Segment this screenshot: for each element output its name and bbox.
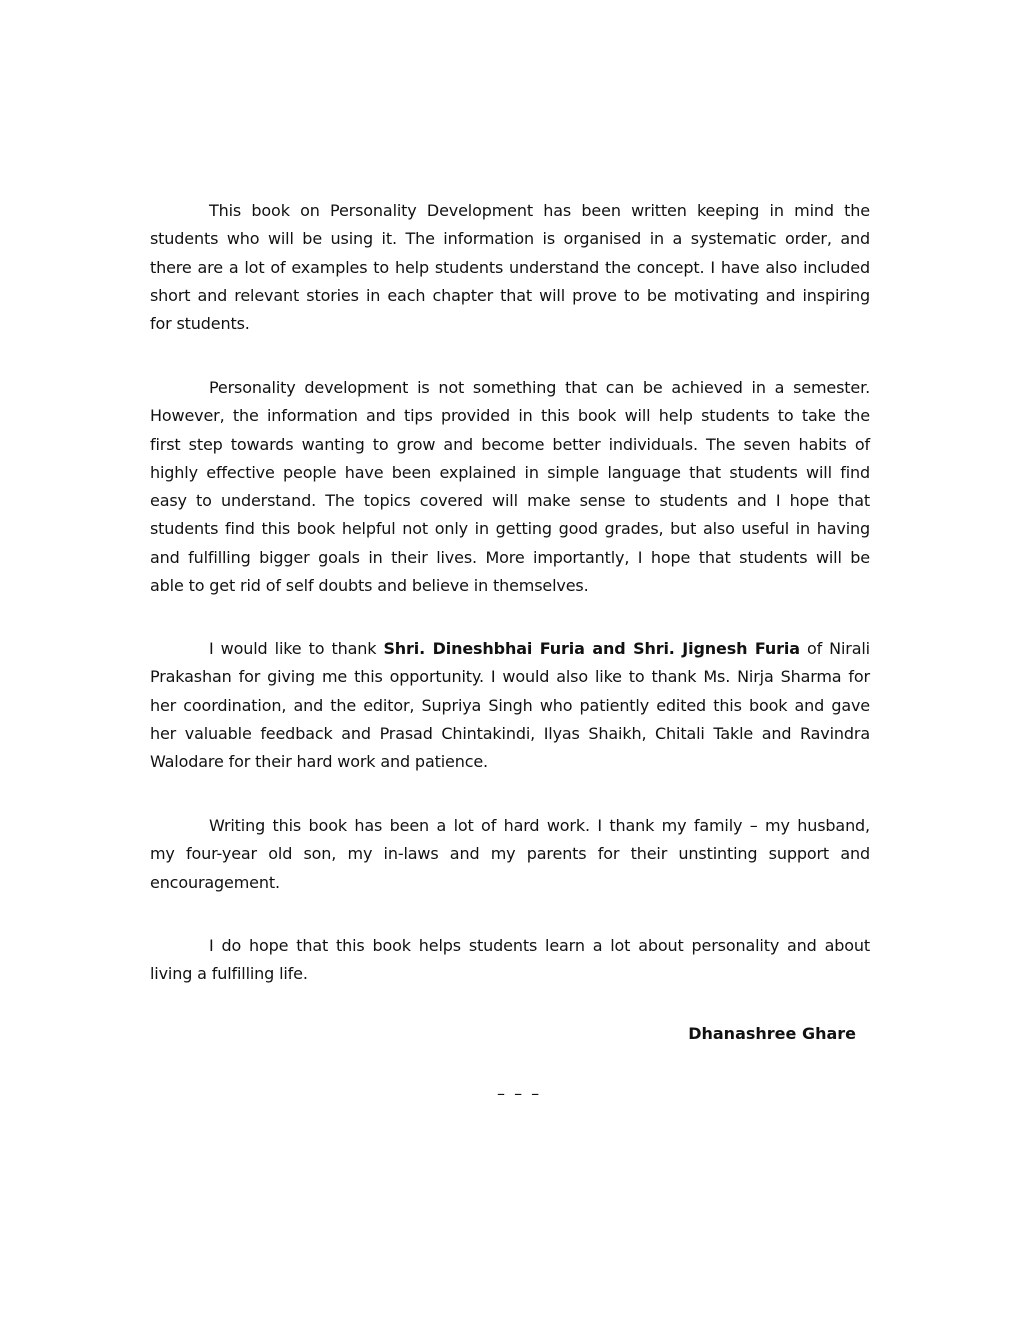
text-line: students find this book helpful not only in getting good grades, but also useful in having (150, 519, 870, 539)
paragraph-closing (150, 932, 870, 989)
paragraph-family (150, 812, 870, 897)
text-line: students who will be using it. The information is organised in a systematic order, and (150, 229, 870, 249)
text-line (150, 635, 870, 663)
text-line: my four-year old son, my in-laws and my parents for their unstinting support and (150, 844, 870, 864)
text-line: Walodare for their hard work and patience. (150, 752, 488, 772)
text-line: for students. (150, 314, 250, 334)
text-line: highly effective people have been explained in simple language that students will find (150, 462, 870, 482)
paragraph-development (150, 374, 870, 600)
text-line: able to get rid of self doubts and believe in themselves. (150, 576, 589, 596)
text-line: first step towards wanting to grow and become better individuals. The seven habits of (150, 434, 870, 454)
text-line: This book on Personality Development has been written keeping in mind the (209, 201, 870, 220)
text-line: and fulfilling bigger goals in their lives. More importantly, I hope that students will be (150, 547, 870, 567)
end-mark: – – – (497, 1084, 542, 1103)
text-line: Prakashan for giving me this opportunity. I would also like to thank Ms. Nirja Sharma for (150, 667, 870, 687)
text-line: there are a lot of examples to help students understand the concept. I have also included (150, 257, 870, 277)
author-signature: Dhanashree Ghare (688, 1024, 856, 1043)
text-line: her valuable feedback and Prasad Chintakindi, Ilyas Shaikh, Chitali Takle and Ravindra (150, 723, 870, 743)
text-line: Personality development is not something that can be achieved in a semester. (209, 378, 870, 397)
paragraph-purpose (150, 197, 870, 338)
text-segment: I would like to thank (209, 639, 384, 658)
publisher-names: Shri. Dineshbhai Furia and Shri. Jignesh Furia (383, 639, 800, 658)
text-line: easy to understand. The topics covered will make sense to students and I hope that (150, 491, 870, 511)
text-line: living a fulfilling life. (150, 964, 308, 984)
text-segment: of Nirali (799, 639, 870, 658)
text-line: short and relevant stories in each chapter that will prove to be motivating and inspiring (150, 285, 870, 305)
text-line: encouragement. (150, 872, 280, 892)
paragraph-acknowledgements (150, 635, 870, 776)
text-line: However, the information and tips provided in this book will help students to take the (150, 406, 870, 426)
text-line: I do hope that this book helps students learn a lot about personality and about (209, 936, 870, 955)
text-line: Writing this book has been a lot of hard work. I thank my family – my husband, (209, 816, 870, 835)
text-line: her coordination, and the editor, Supriya Singh who patiently edited this book and gave (150, 695, 870, 715)
